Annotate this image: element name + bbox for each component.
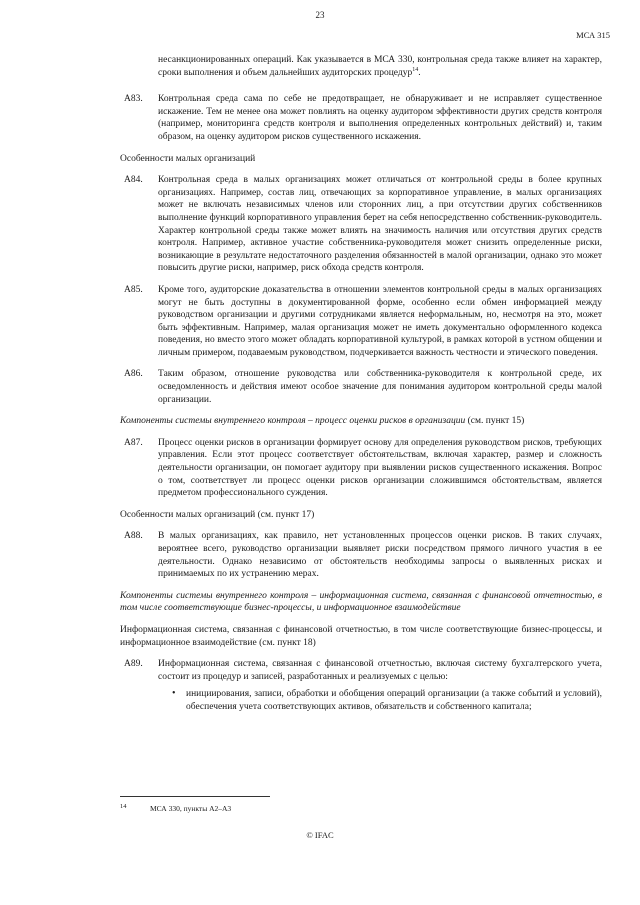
- heading-info-system-italic: Компоненты системы внутреннего контроля – информационная система, связанная с финансовой отчетностью, в том числе соответствующие бизнес-процессы, и информационное взаимодействие: [120, 590, 602, 614]
- page-number: 23: [315, 10, 325, 20]
- footnote-ref: 14: [412, 66, 419, 73]
- bullet-text: инициирования, записи, обработки и обобщения операций организации (а также событий и условий), обеспечения учета соответствующих активов, обязательств и собственного капитала;: [186, 689, 602, 712]
- heading-info-system: Информационная система, связанная с финансовой отчетностью, в том числе соответствующие бизнес-процессы, и информационное взаимодействие (см. пункт 18): [120, 624, 602, 648]
- heading-risk-ref: (см. пункт 15): [465, 416, 525, 427]
- paragraph-text: В малых организациях, как правило, нет установленных процессов оценки рисков. В таких случаях, вероятнее всего, руководство организации выявляет риски посредством прямого личного участия в ее деятельности. Однако независимо от обстоятельств необходимы запросы о выявленных рисках и принимаемых по их устранению мерах.: [158, 531, 602, 580]
- paragraph-number: A88.: [124, 531, 143, 542]
- heading-risk-assessment: [120, 415, 602, 428]
- paragraph-text: Кроме того, аудиторские доказательства в отношении элементов контрольной среды в малых организациях могут не быть доступны в документированной форме, особенно если обмен информацией между руководством организации и другими сотрудниками является неформальным, но, несмотря на это, может быть эффективным. Например, малая организация может не иметь документально оформленного кодекса поведения, но вместо этого может обладать корпоративной культурой, в рамках которой в устном общении и личным примером, подаваемым руководством, подчеркивается важность честности и этического поведения.: [158, 284, 602, 358]
- paragraph-text: Таким образом, отношение руководства или собственника-руководителя к контрольной среде, их осведомленность и действия имеют особое значение для понимания аудитором контрольной среды малой организации.: [158, 369, 602, 405]
- footer-copyright: © IFAC: [306, 830, 334, 840]
- footnote-divider: [120, 796, 270, 797]
- paragraph-text: Контрольная среда сама по себе не предотвращает, не обнаруживает и не исправляет существенное искажение. Тем не менее она может повлиять на оценку аудитором эффективности других средств контроля (например, мониторинга средств контроля и выполнения определенных контрольных действий) и, таким образом, на оценку аудитором рисков существенного искажения.: [158, 94, 602, 142]
- continuation-paragraph: [158, 54, 602, 79]
- paragraph-number: A83.: [124, 94, 143, 105]
- paragraph-a86: [120, 368, 602, 406]
- page-content: [120, 54, 602, 714]
- paragraph-number: A84.: [124, 175, 143, 186]
- footnote-text: МСА 330, пункты A2–A3: [150, 804, 232, 813]
- continuation-text: несанкционированных операций. Как указывается в МСА 330, контрольная среда также влияет на характер, сроки выполнения и объем дальнейших аудиторских процедур: [158, 55, 602, 78]
- paragraph-text: Информационная система, связанная с финансовой отчетностью, включая систему бухгалтерского учета, состоит из процедур и записей, разработанных и реализуемых с целью:: [158, 659, 602, 682]
- continuation-end: .: [418, 67, 421, 78]
- footnote-number: 14: [120, 803, 127, 810]
- paragraph-a87: [120, 437, 602, 500]
- document-code: МСА 315: [576, 30, 610, 40]
- paragraph-a89: [120, 658, 602, 683]
- paragraph-text: Контрольная среда в малых организациях может отличаться от контрольной среды в более крупных организациях. Например, состав лиц, отвечающих за корпоративное управление, в малых организациях может не включать независимых членов или сторонних лиц, а при отсутствии других собственников выполнение функций корпоративного управления берет на себя непосредственно собственник-руководитель. Характер контрольной среды также может влиять на значимость наличия или отсутствия других средств контроля. Например, активное участие собственника-руководителя может снизить определенные риски, возникающие в результате недостаточного разделения обязанностей в малой организации, однако это может повысить другие риски, например, риск обхода средств контроля.: [158, 175, 602, 274]
- heading-risk-italic: Компоненты системы внутреннего контроля – процесс оценки рисков в организации: [120, 416, 466, 427]
- footnote: [120, 803, 231, 816]
- paragraph-a88: [120, 530, 602, 580]
- paragraph-a83: [120, 93, 602, 143]
- bullet-item: [158, 688, 602, 713]
- heading-small-orgs-2: Особенности малых организаций (см. пункт 17): [120, 509, 315, 520]
- paragraph-number: A86.: [124, 369, 143, 380]
- bullet-mark: •: [172, 688, 176, 700]
- paragraph-number: A85.: [124, 284, 143, 295]
- heading-small-orgs-1: Особенности малых организаций: [120, 153, 256, 164]
- paragraph-number: A89.: [124, 659, 143, 670]
- paragraph-text: Процесс оценки рисков в организации формирует основу для определения руководством рисков, требующих управления. Если этот процесс соответствует обстоятельствам, включая характер, размер и сложность деятельности организации, он помогает аудитору при выявлении рисков существенного искажения. Вопрос о том, соответствует ли процесс оценки рисков организации сложившимся обстоятельствам, является предметом профессионального суждения.: [158, 437, 602, 499]
- paragraph-number: A87.: [124, 437, 143, 448]
- paragraph-a85: [120, 284, 602, 360]
- paragraph-a84: [120, 174, 602, 275]
